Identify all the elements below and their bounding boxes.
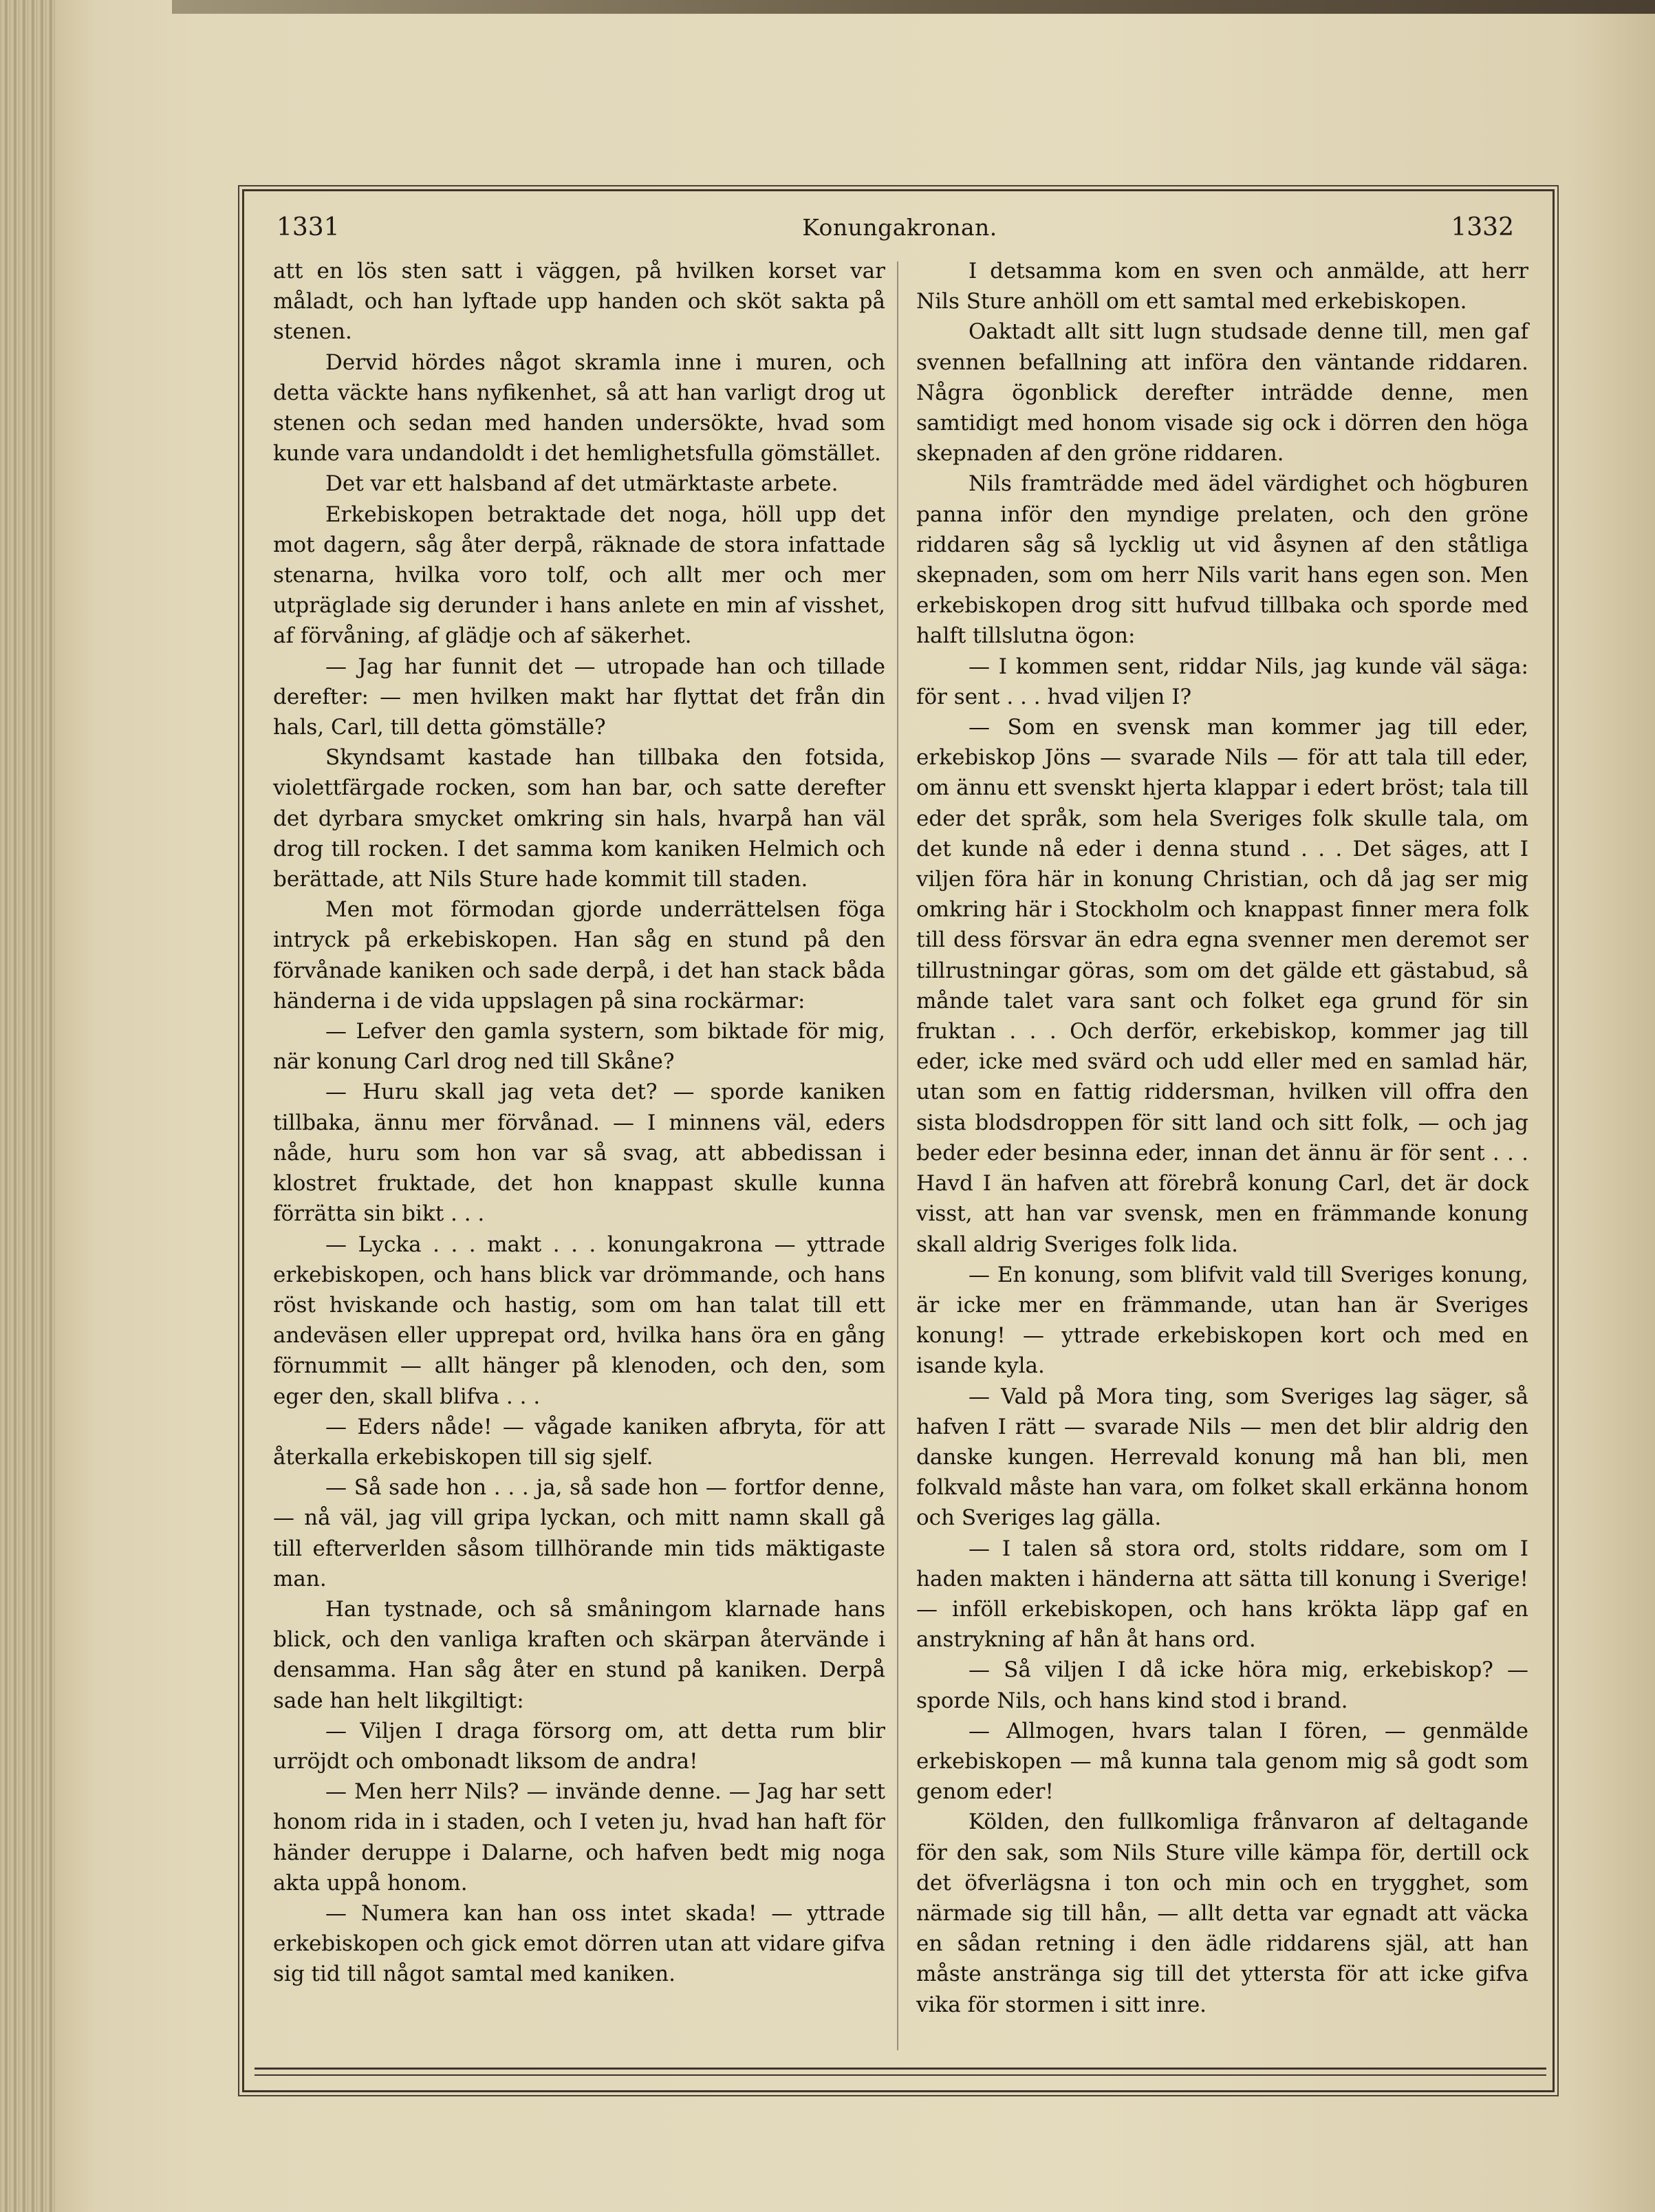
paragraph: — Eders nåde! — vågade kaniken afbryta, för att återkalla erkebiskopen till sig sjelf. <box>273 1414 885 1470</box>
paragraph: Kölden, den fullkomliga frånvaron af deltagande för den sak, som Nils Sture ville kämpa för, dertill ock det öfverlägsna i ton och min och en trygghet, som närmade sig till hån, — allt detta var egnadt att väcka en sådan retning i den ädle riddarens själ, att han måste anstränga sig till det yttersta för att icke gifva vika för stormen i sitt inre. <box>916 1810 1528 2017</box>
paragraph: Skyndsamt kastade han tillbaka den fotsida, violettfärgade rocken, som han bar, och satte derefter det dyrbara smycket omkring sin hals, hvarpå han väl drog till rocken. I det samma kom kaniken Helmich och berättade, att Nils Sture hade kommit till staden. <box>273 745 885 892</box>
paragraph: — Huru skall jag veta det? — sporde kaniken tillbaka, ännu mer förvånad. — I minnens väl, eders nåde, huru som hon var så svag, att abbedissan i klostret fruktade, det hon knappast skulle kunna förrätta sin bikt . . . <box>273 1080 885 1227</box>
paragraph: — Allmogen, hvars talan I fören, — genmälde erkebiskopen — må kunna tala genom mig så godt som genom eder! <box>916 1718 1528 1805</box>
paragraph: Men mot förmodan gjorde underrättelsen föga intryck på erkebiskopen. Han såg en stund på den förvånade kaniken och sade derpå, i det han stack båda händerna i de vida uppslagen på sina rockärmar: <box>273 897 885 1013</box>
column-divider <box>897 261 898 2050</box>
paragraph: — Numera kan han oss intet skada! — yttrade erkebiskopen och gick emot dörren utan att vidare gifva sig tid till något samtal med kaniken. <box>273 1900 885 1987</box>
paragraph: Det var ett halsband af det utmärktaste arbete. <box>325 471 839 497</box>
paragraph: — Jag har funnit det — utropade han och tillade derefter: — men hvilken makt har flyttat det från din hals, Carl, till detta gömställe? <box>273 654 885 740</box>
page-top-shadow <box>172 0 1655 14</box>
page-number-right: 1332 <box>1451 213 1514 241</box>
paragraph: — Men herr Nils? — invände denne. — Jag har sett honom rida in i staden, och I veten ju, hvad han haft för händer deruppe i Dalarne, och hafven bedt mig noga akta uppå honom. <box>273 1779 885 1896</box>
paragraph: — I talen så stora ord, stolts riddare, som om I haden makten i händerna att sätta till konung i Sverige! — inföll erkebiskopen, och hans krökta läpp gaf en anstrykning af hån åt hans ord. <box>916 1536 1528 1653</box>
page-header <box>248 210 1552 251</box>
text-column-left <box>273 256 885 1990</box>
paragraph: Erkebiskopen betraktade det noga, höll upp det mot dagern, såg åter derpå, räknade de stora infattade stenarna, hvilka voro tolf, och allt mer och mer utpräglade sig derunder i hans anlete en min af visshet, af förvåning, af glädje och af säkerhet. <box>273 502 885 649</box>
paragraph: — Viljen I draga försorg om, att detta rum blir urröjdt och ombonadt liksom de andra! <box>273 1718 885 1774</box>
paragraph: — Så viljen I då icke höra mig, erkebiskop? — sporde Nils, och hans kind stod i brand. <box>916 1657 1528 1713</box>
paragraph: — En konung, som blifvit vald till Sveriges konung, är icke mer en främmande, utan han är Sveriges konung! — yttrade erkebiskopen kort och med en isande kyla. <box>916 1262 1528 1379</box>
paragraph: I detsamma kom en sven och anmälde, att herr Nils Sture anhöll om ett samtal med erkebiskopen. <box>916 259 1528 314</box>
paragraph: — Som en svensk man kommer jag till eder, erkebiskop Jöns — svarade Nils — för att tala till eder, om ännu ett svenskt hjerta klappar i edert bröst; tala till eder det språk, som hela Sveriges folk skulle tala, om det kunde nå eder i denna stund . . . Det säges, att I viljen föra här in konung Christian, och då jag ser mig omkring här i Stockholm och knappast finner mera folk till dess försvar än edra egna svenner men deremot ser tillrustningar göras, som om det gälde ett gästabud, så månde talet vara sant och folket ega grund för sin fruktan . . . Och derför, erkebiskop, kommer jag till eder, icke med svärd och udd eller med en samlad här, utan som en fattig riddersman, hvilken vill offra den sista blodsdroppen för sitt land och sitt folk, — och jag beder eder besinna eder, innan det ännu är för sent . . . Havd I än hafven att förebrå konung Carl, det är dock visst, att han var svensk, men en främmande konung skall aldrig Sveriges folk lida. <box>916 715 1528 1257</box>
text-column-right <box>916 256 1528 2020</box>
running-title: Konungakronan. <box>802 214 997 241</box>
paragraph: — Så sade hon . . . ja, så sade hon — fortfor denne, — nå väl, jag vill gripa lyckan, och mitt namn skall gå till efterverlden såsom tillhörande min tids mäktigaste man. <box>273 1475 885 1591</box>
paragraph: — Lycka . . . makt . . . konungakrona — yttrade erkebiskopen, och hans blick var drömmande, och hans röst hviskande och hastig, som om han talat till ett andeväsen eller upprepat ord, hvilka hans öra en gång förnummit — allt hänger på klenoden, och den, som eger den, skall blifva . . . <box>273 1232 885 1409</box>
paragraph: Oaktadt allt sitt lugn studsade denne till, men gaf svennen befallning att införa den väntande riddaren. Några ögonblick derefter inträdde denne, men samtidigt med honom visade sig ock i dörren den höga skepnaden af den gröne riddaren. <box>916 319 1528 466</box>
paragraph: Nils framträdde med ädel värdighet och högburen panna inför den myndige prelaten, och den gröne riddaren såg så lycklig ut vid åsynen af den ståtliga skepnaden, som om herr Nils varit hans egen son. Men erkebiskopen drog sitt hufvud tillbaka och sporde med halft tillslutna ögon: <box>916 471 1528 649</box>
paragraph: — Vald på Mora ting, som Sveriges lag säger, så hafven I rätt — svarade Nils — men det blir aldrig den danske kungen. Herrevald konung må han bli, men folkvald måste han vara, om folket skall erkänna honom och Sveriges lag gälla. <box>916 1384 1528 1531</box>
bottom-rule <box>255 2068 1546 2070</box>
bottom-rule <box>255 2074 1546 2076</box>
paragraph: Han tystnade, och så småningom klarnade hans blick, och den vanliga kraften och skärpan återvände i densamma. Han såg åter en stund på kaniken. Derpå sade han helt likgiltigt: <box>273 1596 885 1713</box>
paragraph: — Lefver den gamla systern, som biktade för mig, när konung Carl drog ned till Skåne? <box>273 1019 885 1075</box>
page-number-left: 1331 <box>277 213 340 241</box>
paragraph: att en lös sten satt i väggen, på hvilken korset var måladt, och han lyftade upp handen och sköt sakta på stenen. <box>273 259 885 345</box>
paragraph: — I kommen sent, riddar Nils, jag kunde väl säga: för sent . . . hvad viljen I? <box>916 654 1528 709</box>
paragraph: Dervid hördes något skramla inne i muren, och detta väckte hans nyfikenhet, så att han varligt drog ut stenen och sedan med handen undersökte, hvad som kunde vara undandoldt i det hemlighetsfulla gömstället. <box>273 350 885 466</box>
